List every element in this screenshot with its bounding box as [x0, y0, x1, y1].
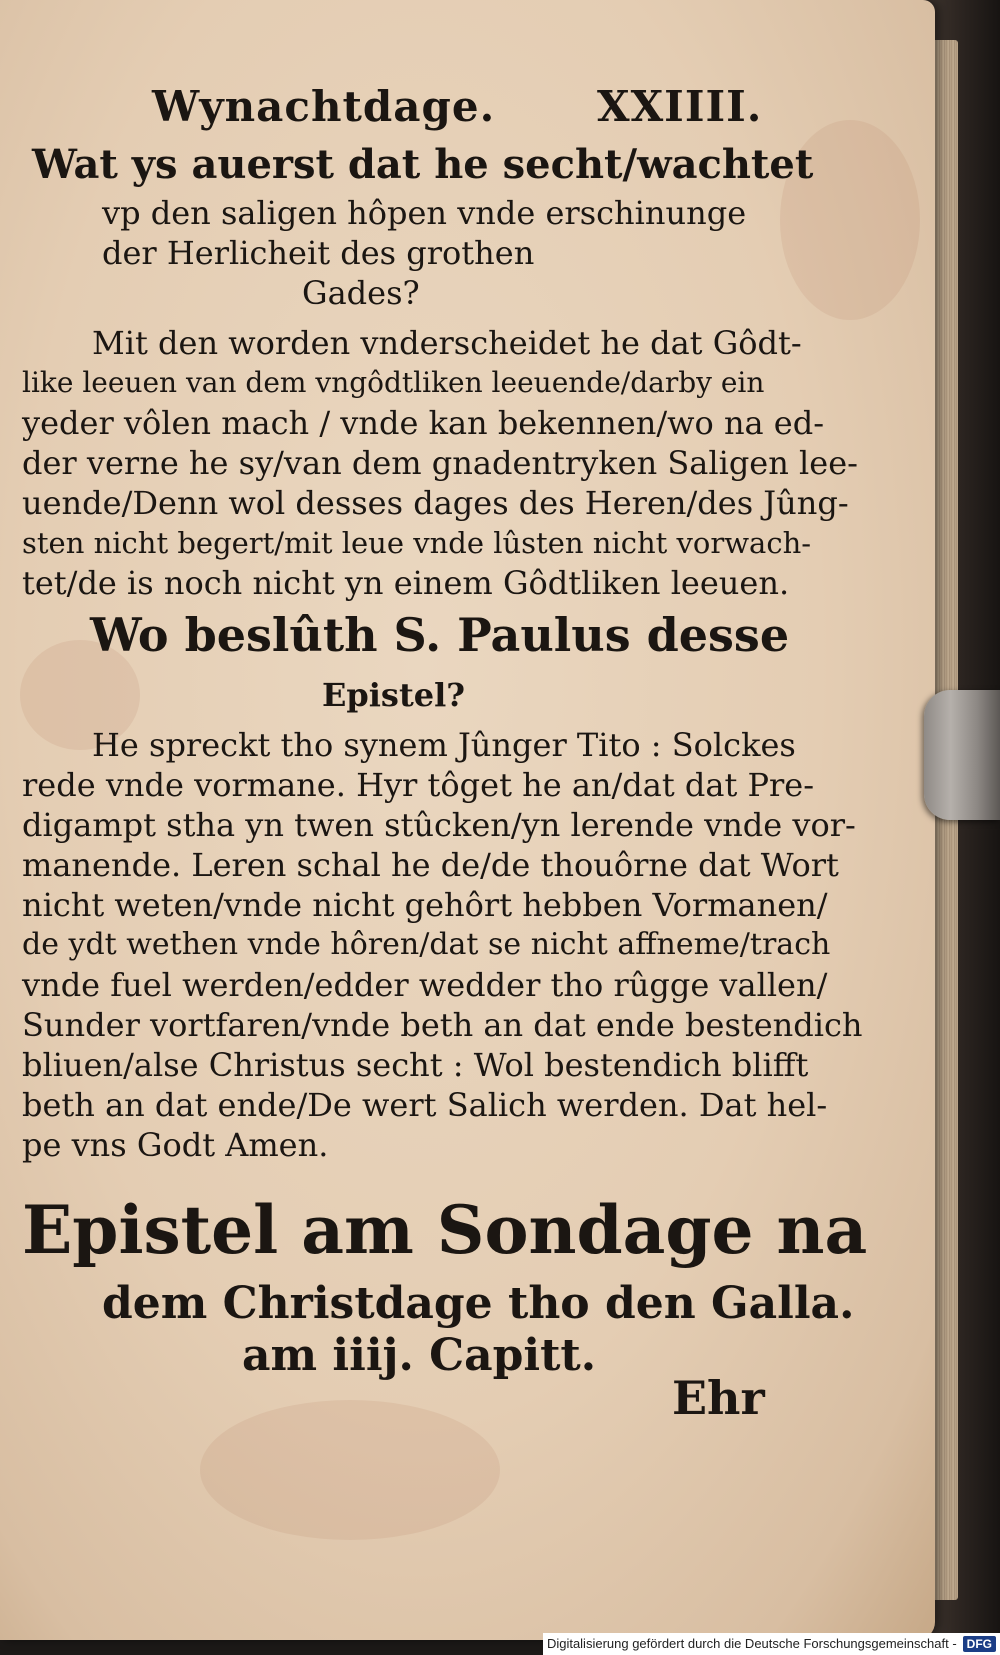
text-line: rede vnde vormane. Hyr tôget he an/dat dat Pre-	[22, 766, 815, 804]
question-line: Wat ys auerst dat he secht/wachtet	[32, 141, 814, 188]
folio-number: XXIIII.	[597, 82, 763, 131]
text-line: nicht weten/vnde nicht gehôrt hebben Vormanen/	[22, 886, 828, 924]
text-line: de ydt wethen vnde hôren/dat se nicht affneme/trach	[22, 927, 831, 962]
text-line: der verne he sy/van dem gnadentryken Saligen lee-	[22, 444, 858, 482]
dfg-logo: DFG	[963, 1636, 996, 1652]
catchword: Ehr	[672, 1371, 765, 1425]
question-line: vp den saligen hôpen vnde erschinunge	[102, 194, 747, 232]
text-line: manende. Leren schal he de/de thouôrne dat Wort	[22, 846, 839, 884]
text-line: Mit den worden vnderscheidet he dat Gôdt-	[92, 324, 802, 362]
question-line: Gades?	[302, 274, 420, 312]
text-line: uende/Denn wol desses dages des Heren/des Jûng-	[22, 484, 849, 522]
question-line: der Herlicheit des grothen	[102, 234, 535, 272]
text-line: He spreckt tho synem Jûnger Tito : Solckes	[92, 726, 796, 764]
text-line: pe vns Godt Amen.	[22, 1126, 329, 1164]
section-heading: Epistel?	[322, 676, 465, 714]
text-line: digampt stha yn twen stûcken/yn lerende vnde vor-	[22, 806, 856, 844]
credit-text: Digitalisierung gefördert durch die Deutsche Forschungsgemeinschaft -	[546, 1636, 957, 1651]
running-title: Wynachtdage.	[152, 82, 496, 131]
text-block	[22, 141, 863, 1345]
text-line: yeder vôlen mach / vnde kan bekennen/wo na ed-	[22, 404, 825, 442]
bookmark-clip	[924, 690, 1000, 820]
text-line: sten nicht begert/mit leue vnde lûsten nicht vorwach-	[22, 526, 812, 560]
text-line: beth an dat ende/De wert Salich werden. Dat hel-	[22, 1086, 828, 1124]
section-heading: Wo beslûth S. Paulus desse	[90, 608, 790, 662]
epistle-heading: dem Christdage tho den Galla.	[102, 1278, 855, 1329]
text-line: bliuen/alse Christus secht : Wol bestendich blifft	[22, 1046, 809, 1084]
epistle-heading: am iiij. Capitt.	[242, 1330, 597, 1381]
epistle-heading: Epistel am Sondage na	[22, 1191, 868, 1269]
text-line: vnde fuel werden/edder wedder tho rûgge vallen/	[22, 966, 828, 1004]
digitization-credit	[543, 1633, 1000, 1655]
page-header	[22, 82, 762, 132]
text-line: like leeuen van dem vngôdtliken leeuende/darby ein	[22, 366, 765, 399]
text-line: Sunder vortfaren/vnde beth an dat ende bestendich	[22, 1006, 863, 1044]
text-line: tet/de is noch nicht yn einem Gôdtliken leeuen.	[22, 564, 790, 602]
catchword-block	[22, 1370, 765, 1430]
